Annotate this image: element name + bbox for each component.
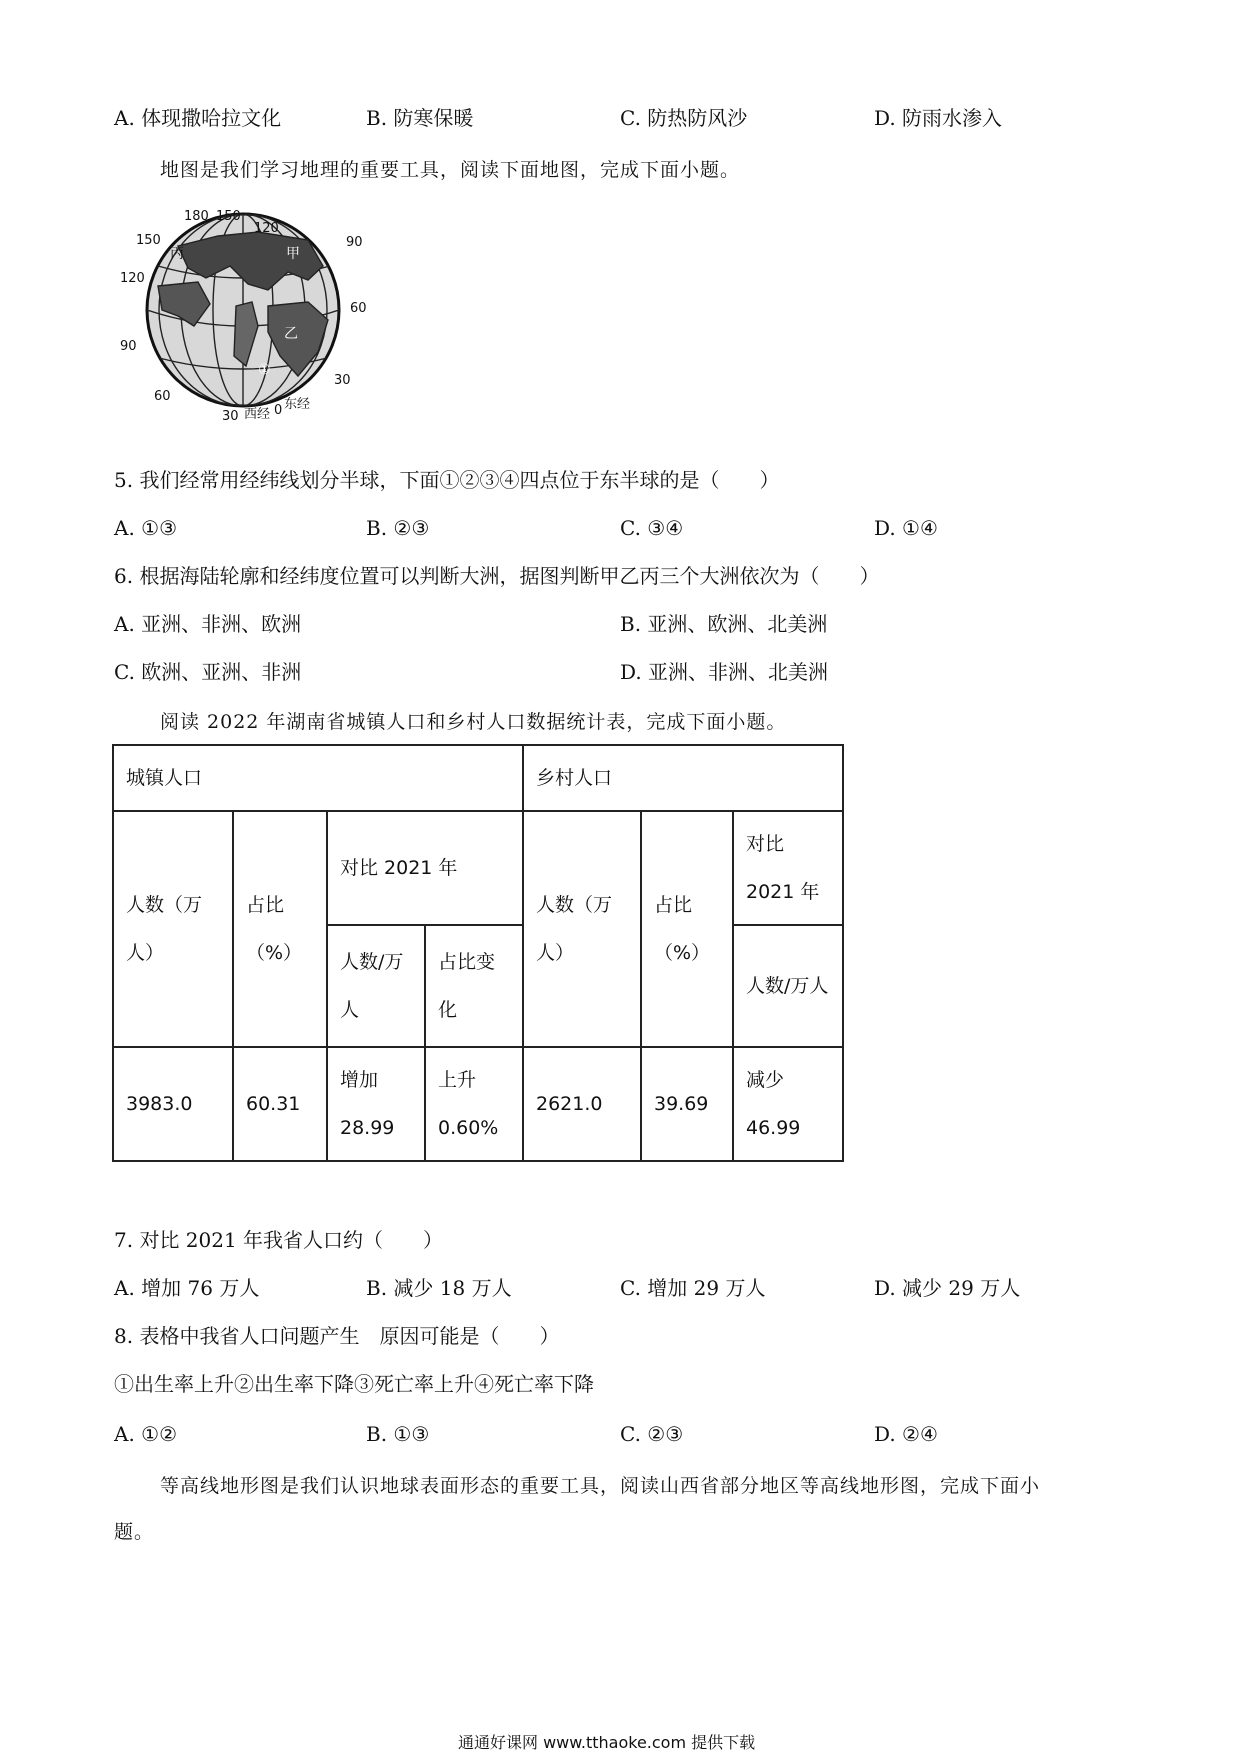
map-label-top-180: 180 [184, 209, 209, 224]
map-label-top-120: 120 [254, 221, 279, 236]
q5-option-d: D. ①④ [874, 516, 938, 540]
urban-share-value: 60.31 [233, 1047, 327, 1161]
q4-option-d: D. 防雨水渗入 [874, 106, 1003, 130]
q8-option-b: B. ①③ [366, 1422, 430, 1446]
rural-share-value: 39.69 [641, 1047, 733, 1161]
q8-choices: ①出生率上升②出生率下降③死亡率上升④死亡率下降 [114, 1372, 594, 1396]
map-label-left-60: 60 [154, 389, 171, 404]
q7-option-d: D. 减少 29 万人 [874, 1276, 1021, 1300]
q7-option-c: C. 增加 29 万人 [620, 1276, 766, 1300]
q8-option-a: A. ①② [114, 1422, 178, 1446]
rural-change-count-header: 人数/万人 [733, 925, 843, 1047]
urban-change-share-value: 上升 0.60% [425, 1047, 523, 1161]
q5-option-a: A. ①③ [114, 516, 178, 540]
map-intro: 地图是我们学习地理的重要工具，阅读下面地图，完成下面小题。 [160, 159, 741, 181]
rural-share-header: 占比（%） [641, 811, 733, 1047]
q8-option-c: C. ②③ [620, 1422, 684, 1446]
q5-stem: 5. 我们经常用经纬线划分半球，下面①②③④四点位于东半球的是（ ） [114, 468, 780, 492]
q8-stem: 8. 表格中我省人口问题产生 原因可能是（ ） [114, 1324, 560, 1348]
globe-map [118, 206, 368, 426]
map-label-right-60: 60 [350, 301, 367, 316]
rural-compare-header: 对比 2021 年 [733, 811, 843, 925]
urban-change-share-header: 占比变化 [425, 925, 523, 1047]
map-region-yi: 乙 [284, 326, 298, 342]
q7-option-a: A. 增加 76 万人 [114, 1276, 260, 1300]
q6-option-b: B. 亚洲、欧洲、北美洲 [620, 612, 828, 636]
urban-change-count-value: 增加 28.99 [327, 1047, 425, 1161]
map-label-zero: 0 [274, 403, 283, 418]
map-region-bing: 丙 [170, 246, 184, 262]
q5-option-b: B. ②③ [366, 516, 430, 540]
rural-count-header: 人数（万人） [523, 811, 641, 1047]
map-point-1: ① [258, 362, 271, 378]
q8-option-d: D. ②④ [874, 1422, 938, 1446]
urban-share-header: 占比（%） [233, 811, 327, 1047]
map-region-jia: 甲 [286, 246, 300, 262]
q7-stem: 7. 对比 2021 年我省人口约（ ） [114, 1228, 444, 1252]
contour-intro: 等高线地形图是我们认识地球表面形态的重要工具，阅读山西省部分地区等高线地形图，完成下面小 [160, 1475, 1041, 1497]
map-label-left-150: 150 [136, 233, 161, 248]
q6-option-c: C. 欧洲、亚洲、非洲 [114, 660, 302, 684]
q5-option-c: C. ③④ [620, 516, 684, 540]
q6-option-d: D. 亚洲、非洲、北美洲 [620, 660, 829, 684]
map-label-top-150: 150 [216, 209, 241, 224]
q6-stem: 6. 根据海陆轮廓和经纬度位置可以判断大洲，据图判断甲乙丙三个大洲依次为（ ） [114, 564, 880, 588]
q4-option-c: C. 防热防风沙 [620, 106, 748, 130]
q6-option-a: A. 亚洲、非洲、欧洲 [114, 612, 302, 636]
contour-intro-cont: 题。 [114, 1521, 155, 1543]
urban-count-header: 人数（万人） [113, 811, 233, 1047]
urban-change-count-header: 人数/万人 [327, 925, 425, 1047]
q4-option-b: B. 防寒保暖 [366, 106, 474, 130]
map-label-bottom-30: 30 [222, 409, 239, 424]
table-intro: 阅读 2022 年湖南省城镇人口和乡村人口数据统计表，完成下面小题。 [160, 711, 787, 733]
rural-header: 乡村人口 [523, 745, 843, 811]
q7-option-b: B. 减少 18 万人 [366, 1276, 512, 1300]
page-footer: 通通好课网 www.tthaoke.com 提供下载 [458, 1733, 756, 1752]
urban-compare-header: 对比 2021 年 [327, 811, 523, 925]
urban-count-value: 3983.0 [113, 1047, 233, 1161]
q4-option-a: A. 体现撒哈拉文化 [114, 106, 282, 130]
map-label-east: 东经 [284, 397, 311, 412]
rural-change-count-value: 减少 46.99 [733, 1047, 843, 1161]
map-label-left-120: 120 [120, 271, 145, 286]
map-label-west: 西经 [244, 407, 271, 422]
map-label-right-30: 30 [334, 373, 351, 388]
population-table [112, 744, 844, 1162]
map-label-right-90: 90 [346, 235, 363, 250]
rural-count-value: 2621.0 [523, 1047, 641, 1161]
map-label-left-90: 90 [120, 339, 137, 354]
urban-header: 城镇人口 [113, 745, 523, 811]
